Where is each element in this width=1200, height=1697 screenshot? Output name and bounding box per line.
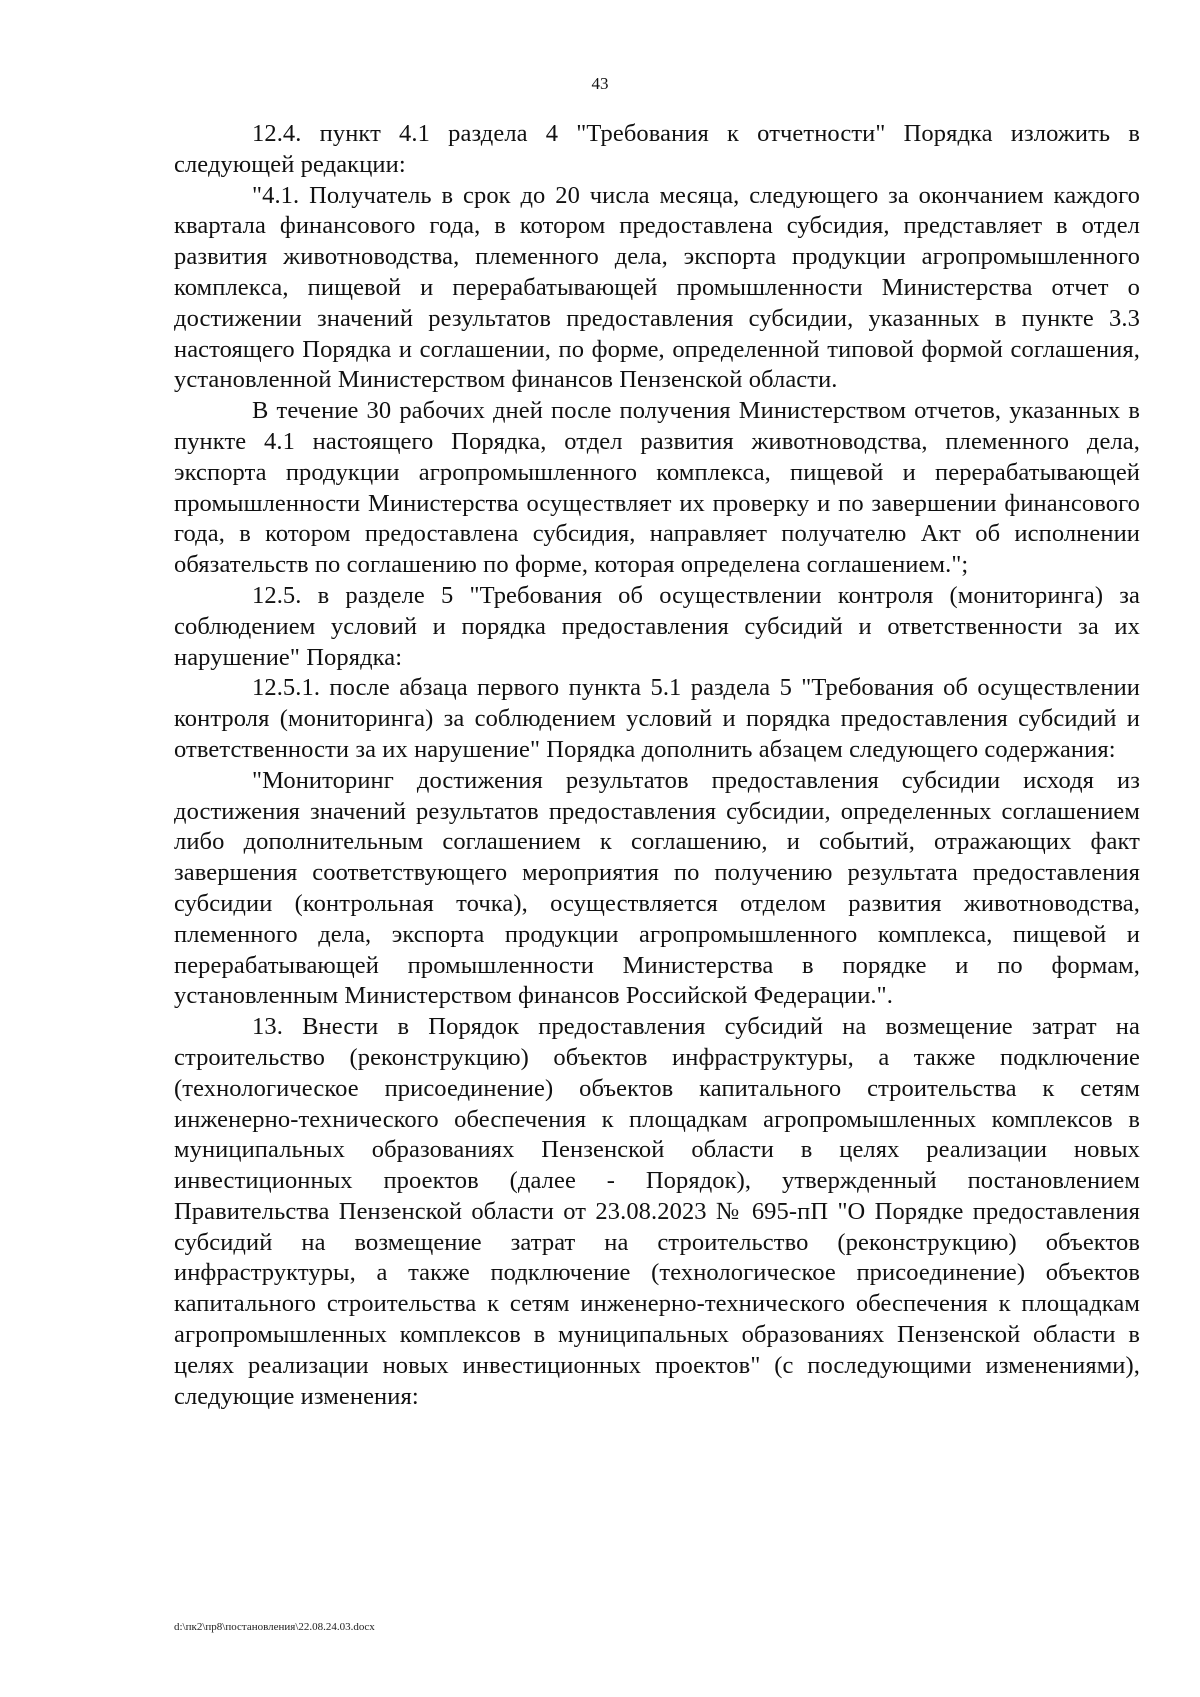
paragraph-13: 13. Внести в Порядок предоставления субсидий на возмещение затрат на строительство (реконструкцию) объектов инфраструктуры, а также подключение (технологическое присоединение) объектов капитального строительства к сетям инженерно-технического обеспечения к площадкам агропромышленных комплексов в муниципальных образованиях Пензенской области в целях реализации новых инвестиционных проектов (далее - Порядок), утвержденный постановлением Правительства Пензенской области от 23.08.2023 № 695-пП "О Порядке предоставления субсидий на возмещение затрат на строительство (реконструкцию) объектов инфраструктуры, а также подключение (технологическое присоединение) объектов капитального строительства к сетям инженерно-технического обеспечения к площадкам агропромышленных комплексов в муниципальных образованиях Пензенской области в целях реализации новых инвестиционных проектов" (с последующими изменениями), следующие изменения: bbox=[174, 1013, 1140, 1410]
page-number: 43 bbox=[591, 74, 609, 93]
paragraph-12-4: 12.4. пункт 4.1 раздела 4 "Требования к отчетности" Порядка изложить в следующей редакции: bbox=[174, 120, 1140, 178]
footer-file-path: d:\пк2\пр8\постановления\22.08.24.03.docx bbox=[174, 1621, 375, 1633]
paragraph-12-5-1: 12.5.1. после абзаца первого пункта 5.1 раздела 5 "Требования об осуществлении контроля (мониторинга) за соблюдением условий и порядка предоставления субсидий и ответственности за их нарушение" Порядка дополнить абзацем следующего содержания: bbox=[174, 674, 1140, 763]
paragraph-12-5: 12.5. в разделе 5 "Требования об осуществлении контроля (мониторинга) за соблюдением условий и порядка предоставления субсидий и ответственности за их нарушение" Порядка: bbox=[174, 581, 1140, 671]
paragraph-monitoring-quote: "Мониторинг достижения результатов предоставления субсидии исходя из достижения значений результатов предоставления субсидии, определенных соглашением либо дополнительным соглашением к соглашению, и событий, отражающих факт завершения соответствующего мероприятия по получению результата предоставления субсидии (контрольная точка), осуществляется отделом развития животноводства, племенного дела, экспорта продукции агропромышленного комплекса, пищевой и перерабатывающей промышленности Министерства в порядке и по формам, установленным Министерством финансов Российской Федерации.". bbox=[174, 766, 1140, 1010]
paragraph-4-1-quote: "4.1. Получатель в срок до 20 числа месяца, следующего за окончанием каждого квартала финансового года, в котором предоставлена субсидия, представляет в отдел развития животноводства, племенного дела, экспорта продукции агропромышленного комплекса, пищевой и перерабатывающей промышленности Министерства отчет о достижении значений результатов предоставления субсидии, указанных в пункте 3.3 настоящего Порядка и соглашении, по форме, определенной типовой формой соглашения, установленной Министерством финансов Пензенской области. bbox=[174, 181, 1140, 394]
document-body bbox=[174, 119, 1140, 1412]
paragraph-30-days: В течение 30 рабочих дней после получения Министерством отчетов, указанных в пункте 4.1 настоящего Порядка, отдел развития животноводства, племенного дела, экспорта продукции агропромышленного комплекса, пищевой и перерабатывающей промышленности Министерства осуществляет их проверку и по завершении финансового года, в котором предоставлена субсидия, направляет получателю Акт об исполнении обязательств по соглашению по форме, которая определена соглашением."; bbox=[174, 397, 1140, 579]
